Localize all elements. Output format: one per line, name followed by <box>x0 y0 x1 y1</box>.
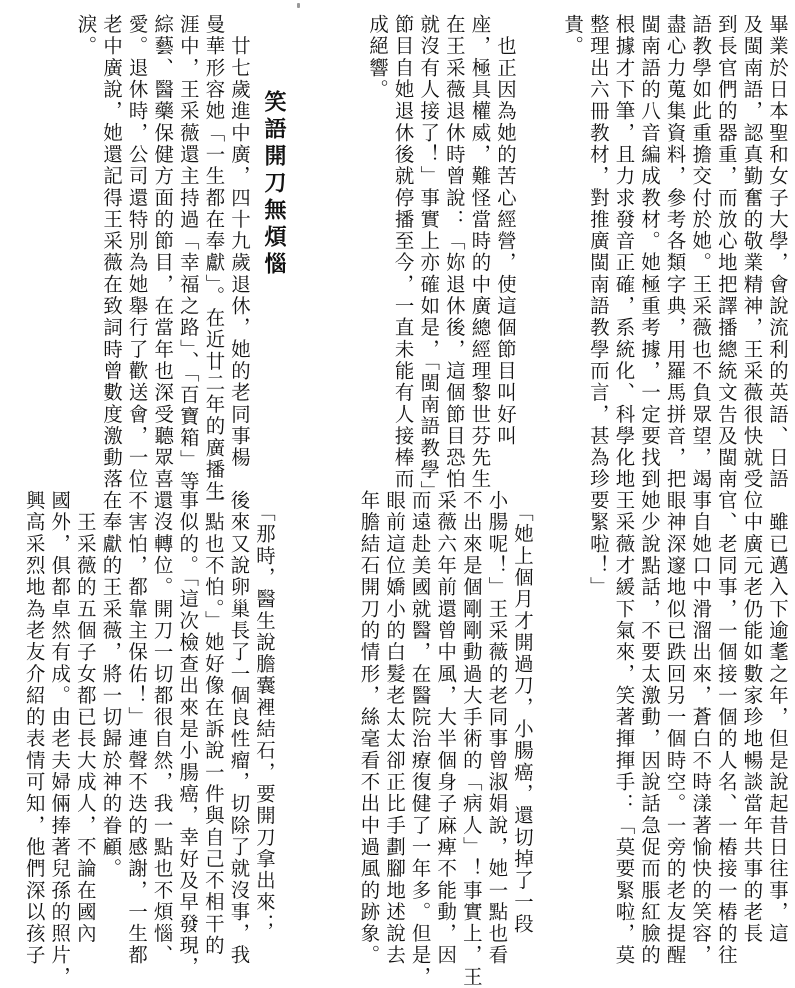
text-column: 老中廣說，她還記得王采薇在致詞時曾數度激動落 <box>100 14 124 491</box>
text-column: 事似的。「這次檢查出來是小腸癌，幸好及早發現， <box>176 490 200 979</box>
text-column: 國外，俱都卓然有成。由老夫婦倆捧著兒孫的照片， <box>48 490 72 988</box>
text-column: 盡心力蒐集資料，參考各類字典，用羅馬拼音，把 <box>663 14 687 491</box>
text-column: 淚。 <box>74 14 98 58</box>
text-column: 一點也不怕。」她好像在訴說一件與自己不相干的 <box>201 490 225 957</box>
section-heading: 笑語開刀無煩惱 <box>261 90 287 279</box>
text-column: 不出來是個剛剛動過大手術的「病人」！事實上，王 <box>459 490 483 988</box>
text-column: 眼神深邃地似已跌回另一個時空。一旁的老友提醒 <box>663 490 687 967</box>
text-column: 整理出六冊教材，對推廣閩南語教學而言，甚為珍 <box>586 14 610 491</box>
text-column: 畢業於日本聖和女子大學，會說流利的英語、日語 <box>766 14 789 491</box>
text-column: 「她上個月才開過刀，小腸癌，還切掉了一段 <box>511 490 534 935</box>
text-column: 涯中，王采薇還主持過「幸福之路」、「百寶箱」等 <box>176 14 200 493</box>
text-column: 語教學如此重擔交付於她。王采薇也不負眾望，竭 <box>689 14 713 491</box>
text-column: 而遠赴美國就醫，在醫院治療復健了一年多。但是， <box>408 490 432 988</box>
text-column: 雖已邁入下逾耄之年，但是說起昔日往事，這 <box>766 490 789 945</box>
text-column: 座，極具權威，難怪當時的中廣總經理黎世芬先生 <box>468 14 492 491</box>
text-column: 不害怕，都靠主保佑！」連聲不迭的感謝，一生都 <box>125 490 149 967</box>
text-column: 位中廣元老仍能如數家珍地暢談當年共事的老長 <box>740 490 764 945</box>
text-column: 愛。退休時，公司還特別為她舉行了歡送會，一位 <box>125 14 149 491</box>
text-column: 「那時，醫生說膽囊裡結石，要開刀拿出來； <box>253 490 276 935</box>
text-column: 官、老同事，一個接一個的人名、一樁接一樁的往 <box>714 490 738 967</box>
paragraph-top-right <box>550 14 790 491</box>
text-column: 廿七歲進中廣，四十九歲退休，她的老同事楊 <box>228 14 251 469</box>
text-column: 就沒有人接了！」事實上亦確如是，「閩南語教學」 <box>417 14 441 503</box>
text-column: 根據才下筆，且力求發音正確，系統化、科學化地 <box>612 14 636 491</box>
text-column: 綜藝、醫藥保健方面的節目，在當年也深受聽眾喜 <box>151 14 175 491</box>
text-column: 她少說點話，不要太激動，因說話急促而脹紅臉的 <box>638 490 662 967</box>
text-column: 到長官們的器重，而放心地把譯播總統文告及閩南 <box>714 14 738 491</box>
text-column: 在王采薇退休時曾說：「妳退休後，這個節目恐怕 <box>442 14 466 491</box>
text-column: 節目自她退休後就停播至今，一直未能有人接棒而 <box>391 14 415 491</box>
text-column: 年膽結石開刀的情形，絲毫看不出中過風的跡象。 <box>357 490 381 967</box>
text-column: 眼前這位嬌小的白髮老太太卻正比手劃腳地述說去 <box>383 490 407 967</box>
text-column: 及閩南語，認真勤奮的敬業精神，王采薇很快就受 <box>740 14 764 491</box>
text-column: 後來又說卵巢長了一個良性瘤，切除了就沒事，我 <box>227 490 251 967</box>
paragraph-bottom-left <box>12 490 277 988</box>
text-column: 成絕響。 <box>366 14 390 101</box>
text-column: 也正因為她的苦心經營，使這個節目叫好叫 <box>494 14 517 447</box>
scan-speck <box>297 3 300 8</box>
text-column: 閩南語的八音編成教材。她極重考據，一定要找到 <box>638 14 662 491</box>
text-column: 事自她口中滑溜出來，蒼白不時漾著愉快的笑容， <box>689 490 713 967</box>
paragraph-bottom-middle <box>345 490 535 988</box>
text-column: 小腸呢！」王采薇的老同事曾淑娟說，她一點也看 <box>485 490 509 967</box>
text-column: 還沒轉位。開刀一切都很自然，我一點也不煩惱、 <box>150 490 174 967</box>
text-column: 要緊啦！」 <box>586 490 610 599</box>
text-column: 王采薇才緩下氣來，笑著揮揮手：「莫要緊啦，莫 <box>612 490 636 967</box>
text-column: 采薇六年前還曾中風，大半個身子麻痺不能動，因 <box>434 490 458 967</box>
text-column: 貴。 <box>561 14 585 58</box>
paragraph-top-middle <box>318 14 518 503</box>
text-column: 王采薇的五個子女都已長大成人，不論在國內 <box>73 490 97 945</box>
text-column: 曼華形容她「一生都在奉獻」。在近廿二年的廣播生 <box>202 14 226 503</box>
text-column: 在奉獻的王采薇，將一切歸於神的眷顧。 <box>99 490 123 880</box>
paragraph-bottom-right <box>575 490 790 967</box>
paragraph-top-left <box>12 14 252 503</box>
text-column: 興高采烈地為老友介紹的表情可知，他們深以孩子 <box>22 490 46 967</box>
